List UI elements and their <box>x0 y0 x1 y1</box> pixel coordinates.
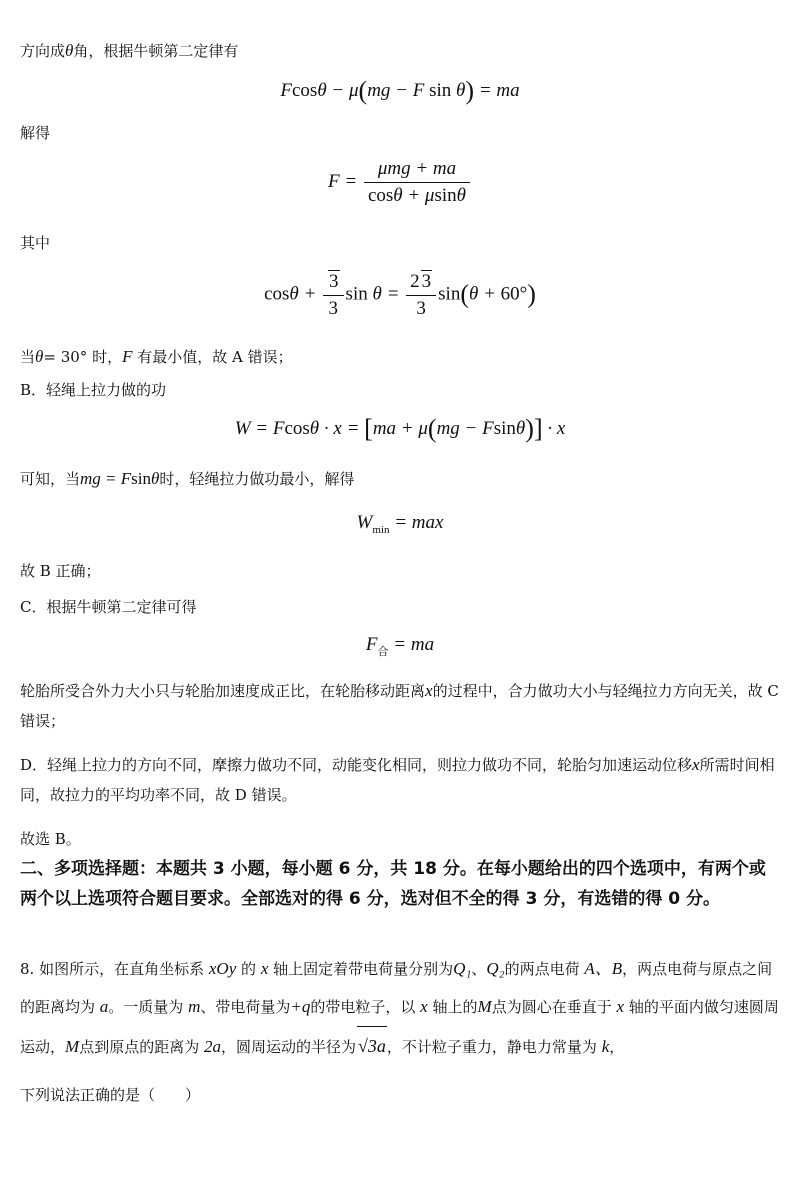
question-prompt: 下列说法正确的是（ ） <box>20 1086 201 1104</box>
text-line: 可知，当mg = Fsinθ时，轻绳拉力做功最小，解得 <box>20 469 355 488</box>
text: 轴上的 <box>432 998 478 1016</box>
option-b-label: B．轻绳上拉力做的功 <box>20 381 167 399</box>
symbol: x <box>692 755 700 774</box>
text-line: 故 B 正确； <box>20 562 101 580</box>
equation-force: F = $\frac{\text{μmg + ma}}{\cos\theta + \mu\sin\theta}$ <box>0 158 800 207</box>
equation-wmin: $W_{min} = \max$ <box>356 512 444 536</box>
section-heading: 二、多项选择题：本题共 3 小题，每小题 6 分，共 18 分。在每小题给出的四个选项中，有两个或两个以上选项符合题目要求。全部选对的得 6 分，选对但不全的得 3 分，有选错的得 0 分。 <box>20 859 766 909</box>
symbol: A、B <box>584 959 623 978</box>
text: D．轻绳上拉力的方向不同，摩擦力做功不同，动能变化相同，则拉力做功不同，轮胎匀加速运动位移 <box>20 756 693 774</box>
equation-net-force: $F_合$ = ma <box>365 634 435 658</box>
text-line <box>20 342 780 372</box>
text: 可知，当 <box>20 470 81 488</box>
symbol: Q₂ <box>486 959 505 978</box>
symbol: k <box>601 1037 610 1056</box>
text: 的过程中，合力做功大小与轻绳拉力方向无关，故 C 错误； <box>20 682 779 730</box>
text: 所需时间相同，故拉力的平均功率不同，故 D 错误。 <box>20 756 775 804</box>
text-line: 其中 <box>20 234 51 252</box>
symbol: +q <box>290 997 311 1016</box>
symbol: M <box>477 997 492 1016</box>
symbol: F <box>122 347 133 366</box>
text-line <box>20 36 780 66</box>
symbol: x <box>425 681 433 700</box>
text: ， <box>609 1038 625 1056</box>
answer-line: 故选 B。 <box>20 830 81 848</box>
symbol: 2a <box>203 1037 221 1056</box>
text: 的 <box>241 960 257 978</box>
text: ，圆周运动的半径为 <box>220 1038 356 1056</box>
text: ，两点电荷与原点之间的距离均为 <box>20 960 773 1016</box>
text: = 30° 时， <box>43 348 123 366</box>
text: 轴的平面内做匀速圆周运动， <box>20 998 779 1056</box>
symbol: Q₁ <box>453 959 472 978</box>
text: 时，轻绳拉力做功最小，解得 <box>159 470 355 488</box>
sqrt-3a: √3a <box>357 1026 387 1065</box>
symbol: xOy <box>208 959 237 978</box>
text: 有最小值，故 A 错误； <box>137 348 293 366</box>
text: 方向成 <box>20 42 66 60</box>
text-line: 解得 <box>20 124 51 142</box>
text: 点为圆心在垂直于 <box>491 998 612 1016</box>
text: 8. 如图所示，在直角坐标系 <box>20 960 205 978</box>
option-c-label: C．根据牛顿第二定律可得 <box>20 598 197 616</box>
text: 。一质量为 <box>108 998 184 1016</box>
text: 、带电荷量为 <box>200 998 291 1016</box>
equation-work: W = Fcosθ · x = [ma + μ(mg − Fsinθ)] · x <box>234 414 566 443</box>
paragraph-d <box>20 750 780 810</box>
equation-trig: cosθ + $\frac{3}{3}$ sin θ = $\frac{2 3}{3}$ sin(θ + 60°) <box>264 271 536 319</box>
question-8: 8. 如图所示，在直角坐标系 xOy 的 x 轴上固定着带电荷量分别为Q₁、Q₂的两点电荷 A、B，两点电荷与原点之间的距离均为 a。一质量为 m、带电荷量为+q的带电粒子，以 x 轴上的M点为圆心在垂直于 x 轴的平面内做匀速圆周运动，M点到原点的距离为 2a，圆周运动的半径为 √3a，不计粒子重力，静电力常量为 k， <box>20 950 780 1066</box>
text: 当 <box>20 348 36 366</box>
text: 的两点电荷 <box>504 960 580 978</box>
text: 点到原点的距离为 <box>79 1038 200 1056</box>
symbol: x <box>616 997 625 1016</box>
text: 轮胎所受合外力大小只与轮胎加速度成正比，在轮胎移动距离 <box>20 682 426 700</box>
text: 的带电粒子，以 <box>310 998 416 1016</box>
paragraph-c <box>20 676 780 736</box>
text: 轴上固定着带电荷量分别为 <box>273 960 454 978</box>
symbol: a <box>99 997 109 1016</box>
symbol: x <box>420 997 428 1016</box>
text: 角，根据牛顿第二定律有 <box>73 42 239 60</box>
symbol: M <box>65 1037 80 1056</box>
equation-newton: Fcosθ − μ(mg − F sin θ) = ma <box>280 76 520 105</box>
text: ，不计粒子重力，静电力常量为 <box>386 1038 597 1056</box>
symbol: m <box>188 997 201 1016</box>
symbol: x <box>260 959 269 978</box>
symbol: θ <box>65 41 74 60</box>
symbol: θ <box>35 347 44 366</box>
